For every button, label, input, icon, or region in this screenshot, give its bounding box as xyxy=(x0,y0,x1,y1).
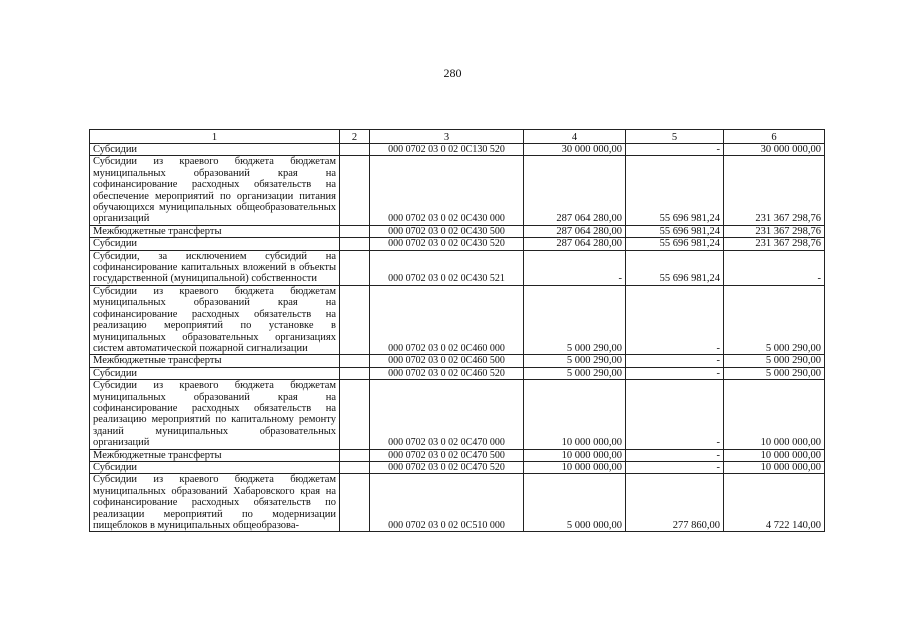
row-col-4: 10 000 000,00 xyxy=(524,461,626,473)
header-col-1: 1 xyxy=(90,130,340,144)
row-col-6: 5 000 290,00 xyxy=(724,355,825,367)
table-row xyxy=(90,144,825,156)
row-col-5: - xyxy=(626,355,724,367)
row-col-6: 231 367 298,76 xyxy=(724,225,825,237)
row-code: 000 0702 03 0 02 0С470 500 xyxy=(370,449,524,461)
row-col-2 xyxy=(340,474,370,532)
row-col-4: 287 064 280,00 xyxy=(524,225,626,237)
row-col-5: - xyxy=(626,367,724,379)
table-row xyxy=(90,380,825,449)
row-description: Субсидии, за исключением субсидий на софинансирование капитальных вложений в объекты государственной (муниципальной) собственности xyxy=(90,250,340,285)
row-col-2 xyxy=(340,461,370,473)
row-col-2 xyxy=(340,380,370,449)
row-description: Субсидии из краевого бюджета бюджетам муниципальных образований Хабаровского края на софинансирование расходных обязательств по реализации мероприятий по модернизации пищеблоков в муниципальных общеобразова- xyxy=(90,474,340,532)
page-number: 280 xyxy=(443,66,462,80)
row-code: 000 0702 03 0 02 0С430 521 xyxy=(370,250,524,285)
row-col-2 xyxy=(340,238,370,250)
table-row xyxy=(90,250,825,285)
table-row xyxy=(90,355,825,367)
row-col-6: 10 000 000,00 xyxy=(724,461,825,473)
row-col-4: 5 000 290,00 xyxy=(524,367,626,379)
row-col-5: 55 696 981,24 xyxy=(626,250,724,285)
row-col-5: 277 860,00 xyxy=(626,474,724,532)
row-col-5: 55 696 981,24 xyxy=(626,238,724,250)
row-code: 000 0702 03 0 02 0С460 500 xyxy=(370,355,524,367)
row-col-4: 30 000 000,00 xyxy=(524,144,626,156)
row-col-4: 5 000 290,00 xyxy=(524,355,626,367)
header-col-3: 3 xyxy=(370,130,524,144)
row-description: Субсидии из краевого бюджета бюджетам муниципальных образований края на софинансирование расходных обязательств на реализацию мероприятий по капитальному ремонту зданий муниципальных образовательных организаций xyxy=(90,380,340,449)
row-description: Субсидии xyxy=(90,238,340,250)
row-code: 000 0702 03 0 02 0С470 000 xyxy=(370,380,524,449)
row-col-5: - xyxy=(626,449,724,461)
budget-table xyxy=(89,129,825,532)
row-col-2 xyxy=(340,367,370,379)
header-col-2: 2 xyxy=(340,130,370,144)
row-col-6: 30 000 000,00 xyxy=(724,144,825,156)
row-col-5: - xyxy=(626,144,724,156)
row-col-6: 4 722 140,00 xyxy=(724,474,825,532)
row-description: Субсидии xyxy=(90,144,340,156)
table-row xyxy=(90,461,825,473)
row-col-5: 55 696 981,24 xyxy=(626,156,724,225)
row-col-4: 5 000 000,00 xyxy=(524,474,626,532)
row-col-2 xyxy=(340,250,370,285)
row-code: 000 0702 03 0 02 0С430 500 xyxy=(370,225,524,237)
table-row xyxy=(90,238,825,250)
row-col-5: 55 696 981,24 xyxy=(626,225,724,237)
row-code: 000 0702 03 0 02 0С130 520 xyxy=(370,144,524,156)
row-col-4: 10 000 000,00 xyxy=(524,380,626,449)
table-row xyxy=(90,285,825,354)
header-row xyxy=(90,130,825,144)
row-code: 000 0702 03 0 02 0С460 000 xyxy=(370,285,524,354)
header-col-6: 6 xyxy=(724,130,825,144)
row-col-2 xyxy=(340,225,370,237)
table-row xyxy=(90,449,825,461)
row-col-4: 10 000 000,00 xyxy=(524,449,626,461)
row-col-6: 231 367 298,76 xyxy=(724,156,825,225)
table-row xyxy=(90,225,825,237)
row-col-6: - xyxy=(724,250,825,285)
row-code: 000 0702 03 0 02 0С460 520 xyxy=(370,367,524,379)
row-col-4: - xyxy=(524,250,626,285)
row-col-2 xyxy=(340,144,370,156)
row-code: 000 0702 03 0 02 0С430 000 xyxy=(370,156,524,225)
row-description: Субсидии из краевого бюджета бюджетам муниципальных образований края на софинансирование расходных обязательств на реализацию мероприятий по установке в муниципальных образовательных организациях систем автоматической пожарной сигнализации xyxy=(90,285,340,354)
row-col-2 xyxy=(340,355,370,367)
row-description: Межбюджетные трансферты xyxy=(90,449,340,461)
row-col-6: 10 000 000,00 xyxy=(724,380,825,449)
row-col-5: - xyxy=(626,285,724,354)
table-row xyxy=(90,474,825,532)
header-col-4: 4 xyxy=(524,130,626,144)
row-col-4: 287 064 280,00 xyxy=(524,156,626,225)
row-col-2 xyxy=(340,156,370,225)
table-row xyxy=(90,367,825,379)
row-description: Субсидии xyxy=(90,367,340,379)
table-row xyxy=(90,156,825,225)
row-col-5: - xyxy=(626,380,724,449)
row-col-6: 10 000 000,00 xyxy=(724,449,825,461)
row-col-2 xyxy=(340,285,370,354)
header-col-5: 5 xyxy=(626,130,724,144)
row-col-6: 231 367 298,76 xyxy=(724,238,825,250)
row-description: Субсидии xyxy=(90,461,340,473)
row-col-6: 5 000 290,00 xyxy=(724,367,825,379)
row-col-5: - xyxy=(626,461,724,473)
row-description: Межбюджетные трансферты xyxy=(90,225,340,237)
row-description: Межбюджетные трансферты xyxy=(90,355,340,367)
row-col-4: 5 000 290,00 xyxy=(524,285,626,354)
row-code: 000 0702 03 0 02 0С430 520 xyxy=(370,238,524,250)
row-description: Субсидии из краевого бюджета бюджетам муниципальных образований края на софинансирование расходных обязательств на обеспечение мероприятий по организации питания обучающихся муниципальных общеобразовательных организаций xyxy=(90,156,340,225)
row-code: 000 0702 03 0 02 0С510 000 xyxy=(370,474,524,532)
row-col-2 xyxy=(340,449,370,461)
row-col-6: 5 000 290,00 xyxy=(724,285,825,354)
row-col-4: 287 064 280,00 xyxy=(524,238,626,250)
row-code: 000 0702 03 0 02 0С470 520 xyxy=(370,461,524,473)
